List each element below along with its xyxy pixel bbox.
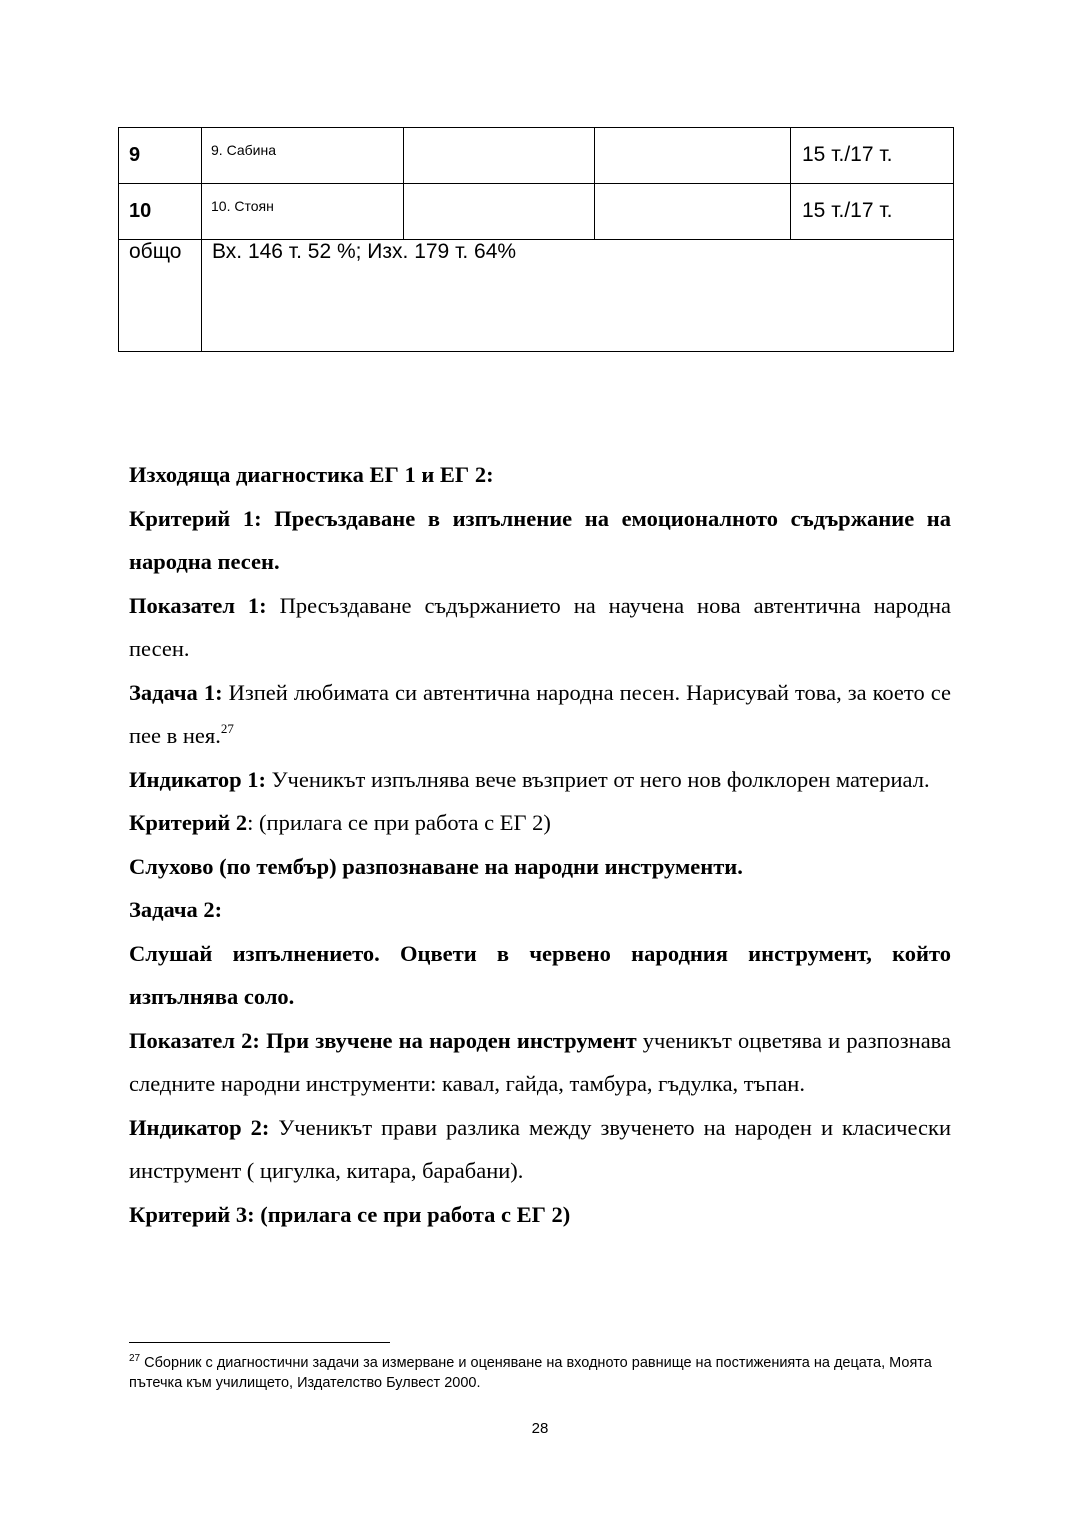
empty-cell [595, 128, 791, 184]
section-heading: Изходяща диагностика ЕГ 1 и ЕГ 2: [129, 462, 494, 487]
results-table [118, 127, 954, 352]
empty-cell [404, 128, 595, 184]
indicator-2: Показател 2: При звучене на народен инструмент ученикът оцветява и разпознава следните народни инструменти: кавал, гайда, тамбура, гъдулка, тъпан. [129, 1027, 951, 1096]
total-label: общо [129, 240, 182, 263]
footnote-ref[interactable]: 27 [220, 720, 234, 736]
empty-cell [595, 184, 791, 240]
body-text [129, 453, 951, 1236]
score-cell: 15 т./17 т. [802, 199, 893, 222]
criterion-2-title: Слухово (по тембър) разпознаване на народни инструменти. [129, 853, 743, 879]
task-2-text: Слушай изпълнението. Оцвети в червено народния инструмент, който изпълнява соло. [129, 940, 951, 1009]
row-number: 9 [129, 144, 141, 166]
footnote [129, 1353, 959, 1393]
footnote-divider [129, 1342, 390, 1343]
table-row [119, 128, 954, 184]
total-value: Вх. 146 т. 52 %; Изх. 179 т. 64% [212, 240, 517, 263]
indicator-text-2: Индикатор 2: Ученикът прави разлика между звученето на народен и класически инструмент ( цигулка, китара, барабани). [129, 1114, 951, 1183]
footnote-number: 27 [129, 1353, 141, 1365]
task-2-label: Задача 2: [129, 897, 223, 922]
score-cell: 15 т./17 т. [802, 143, 893, 166]
indicator-text-1: Индикатор 1: Ученикът изпълнява вече възприет от него нов фолклорен материал. [129, 766, 930, 792]
student-name: 10. Стоян [211, 198, 274, 214]
footnote-text: Сборник с диагностични задачи за измерване и оценяване на входното равнище на постиженията на децата, Моята пътечка към училището, Издателство Булвест 2000. [129, 1355, 932, 1391]
criterion-1: Критерий 1: Пресъздаване в изпълнение на емоционалното съдържание на народна песен. [129, 505, 951, 574]
table-row [119, 184, 954, 240]
student-name: 9. Сабина [211, 142, 276, 158]
criterion-3: Критерий 3: (прилага се при работа с ЕГ 2) [129, 1201, 571, 1227]
task-1: Задача 1: Изпей любимата си автентична народна песен. Нарисувай това, за което се пее в нея.$^{27}$ [129, 679, 951, 748]
empty-cell [404, 184, 595, 240]
row-number: 10 [129, 200, 152, 222]
page-number: 28 [531, 1420, 549, 1437]
table-total-row [119, 240, 954, 352]
criterion-2: Критерий 2: (прилага се при работа с ЕГ 2) [129, 810, 551, 835]
indicator-1: Показател 1: Пресъздаване съдържанието на научена нова автентична народна песен. [129, 592, 951, 661]
